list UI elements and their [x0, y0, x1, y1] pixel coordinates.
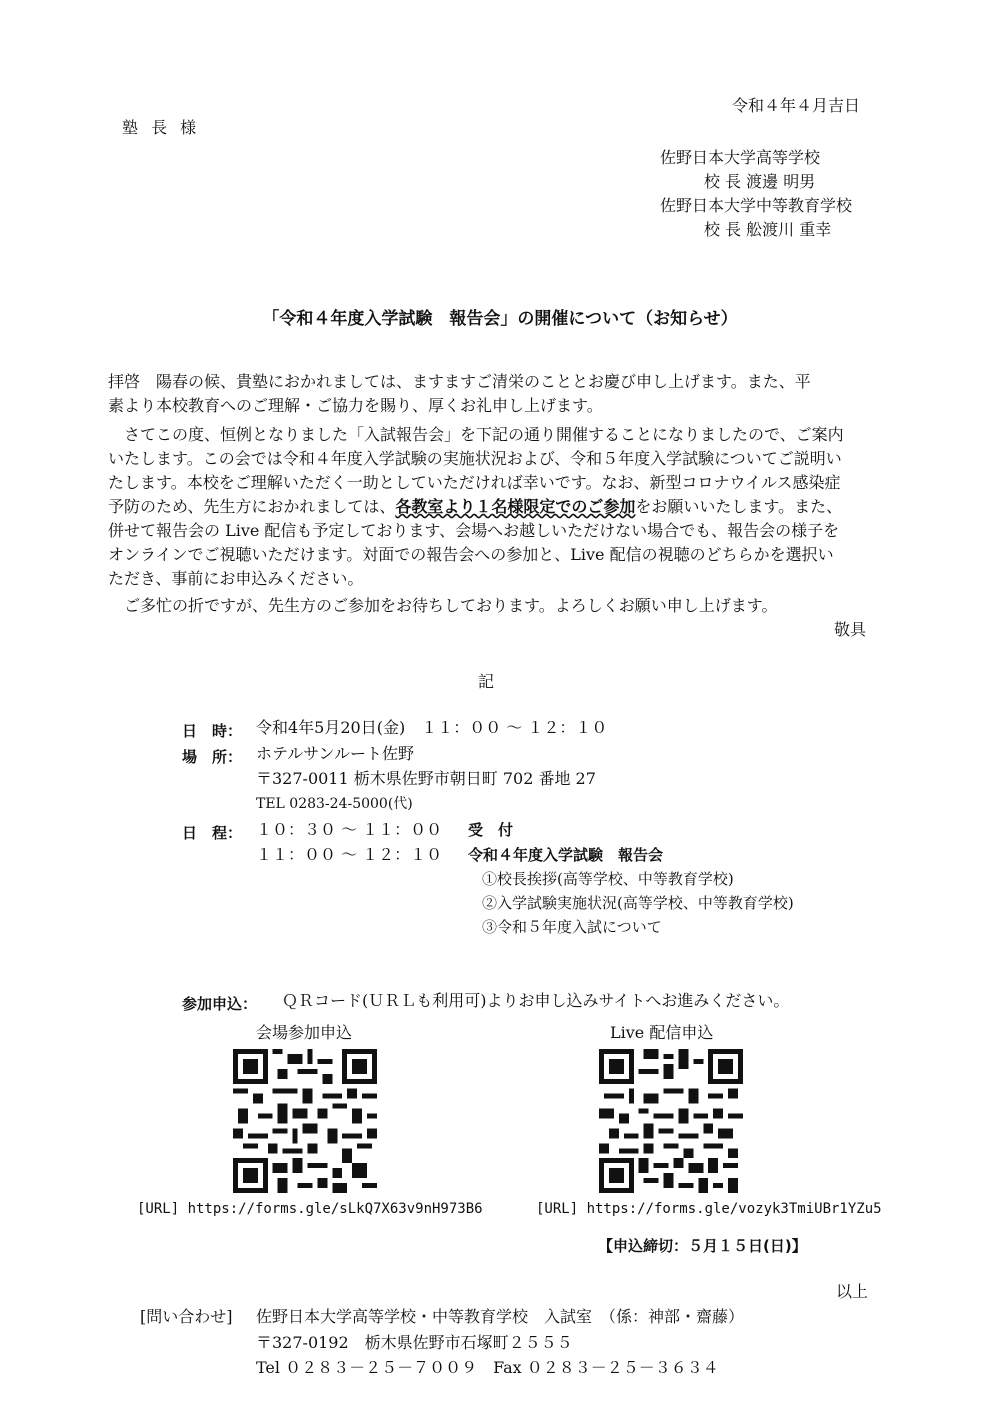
- live-qr-code[interactable]: [599, 1049, 743, 1193]
- body-line-10: ご多忙の折ですが、先生方のご参加をお待ちしております。よろしくお願い申し上げます。: [108, 596, 778, 615]
- agenda-item-1: ①校長挨拶(高等学校、中等教育学校): [482, 870, 734, 888]
- body-line-6c: をお願いいたします。また、: [635, 497, 843, 516]
- body-line-4: いたします。この会では令和４年度入学試験の実施状況および、令和５年度入学試験についてご説明い: [108, 449, 842, 468]
- apply-text: ＱＲコード(ＵＲＬも利用可)よりお申し込みサイトへお進みください。: [282, 991, 790, 1010]
- body-line-2: 素より本校教育へのご理解・ご協力を賜り、厚くお礼申し上げます。: [108, 396, 603, 415]
- end-mark: 以上: [835, 1282, 868, 1301]
- place-label: 場 所：: [182, 748, 243, 766]
- body-line-3: さてこの度、恒例となりました「入試報告会」を下記の通り開催することになりましたので、ご案内: [108, 425, 844, 444]
- schedule-label: 日 程：: [182, 824, 243, 842]
- place-address: 〒327-0011 栃木県佐野市朝日町 702 番地 27: [256, 769, 596, 788]
- live-url-link[interactable]: [URL] https://forms.gle/vozyk3TmiUBr1YZu5: [536, 1201, 882, 1217]
- place-tel: TEL 0283-24-5000(代): [256, 796, 413, 812]
- agenda-item-3: ③令和５年度入試について: [482, 918, 662, 936]
- sender-school-high: 佐野日本大学高等学校: [660, 148, 821, 167]
- agenda-item-2: ②入学試験実施状況(高等学校、中等教育学校): [482, 894, 794, 912]
- sender-school-secondary: 佐野日本大学中等教育学校: [660, 196, 853, 215]
- contact-line-1: 佐野日本大学高等学校・中等教育学校 入試室 （係：神部・齋藤）: [256, 1307, 745, 1326]
- body-line-6a: 予防のため、先生方におかれましては、: [108, 497, 396, 516]
- body-line-9: ただき、事前にお申込みください。: [108, 569, 364, 588]
- sender-principal-secondary: 校 長 舩渡川 重幸: [704, 220, 832, 239]
- issue-date: 令和４年４月吉日: [731, 96, 860, 115]
- document-title: 「令和４年度入学試験 報告会」の開催について（お知らせ）: [262, 309, 738, 329]
- schedule-2-event: 令和４年度入学試験 報告会: [468, 846, 664, 864]
- addressee: 塾 長 様: [122, 118, 201, 137]
- contact-line-3: Tel ０２８３－２５－７００９ Fax ０２８３－２５－３６３４: [256, 1358, 719, 1377]
- datetime-label: 日 時：: [182, 722, 243, 740]
- body-line-7: 併せて報告会の Live 配信も予定しております、会場へお越しいただけない場合でも、報告会の様子を: [108, 521, 840, 540]
- venue-apply-title: 会場参加申込: [256, 1023, 353, 1042]
- deadline: 【申込締切：５月１５日(日)】: [598, 1237, 807, 1255]
- datetime-value: 令和4年5月20日(金) １１：００ ～ １２：１０: [256, 718, 608, 737]
- body-line-6: [108, 497, 842, 517]
- schedule-2-time: １１：００ ～ １２：１０: [256, 845, 443, 864]
- body-line-5: たします。本校をご理解いただく一助としていただければ幸いです。なお、新型コロナウイルス感染症: [108, 473, 841, 492]
- schedule-1-time: １０：３０ ～ １１：００: [256, 820, 443, 839]
- place-name: ホテルサンルート佐野: [256, 744, 415, 763]
- closing: 敬具: [833, 620, 866, 639]
- ki-heading: 記: [478, 672, 495, 691]
- venue-qr-code[interactable]: [233, 1049, 377, 1193]
- live-apply-title: Live 配信申込: [610, 1023, 714, 1042]
- sender-principal-high: 校 長 渡邊 明男: [704, 172, 816, 191]
- body-line-1: 拝啓 陽春の候、貴塾におかれましては、ますますご清栄のこととお慶び申し上げます。また、平: [108, 372, 811, 391]
- body-line-8: オンラインでご視聴いただけます。対面での報告会への参加と、Live 配信の視聴のどちらかを選択い: [108, 545, 834, 564]
- schedule-1-event: 受 付: [468, 821, 514, 839]
- contact-line-2: 〒327-0192 栃木県佐野市石塚町２５５５: [256, 1333, 573, 1352]
- limit-notice: 各教室より１名様限定でのご参加: [395, 497, 636, 516]
- contact-label: [問い合わせ]: [140, 1307, 233, 1326]
- apply-label: 参加申込：: [182, 995, 258, 1013]
- venue-url-link[interactable]: [URL] https://forms.gle/sLkQ7X63v9nH973B6: [137, 1201, 483, 1217]
